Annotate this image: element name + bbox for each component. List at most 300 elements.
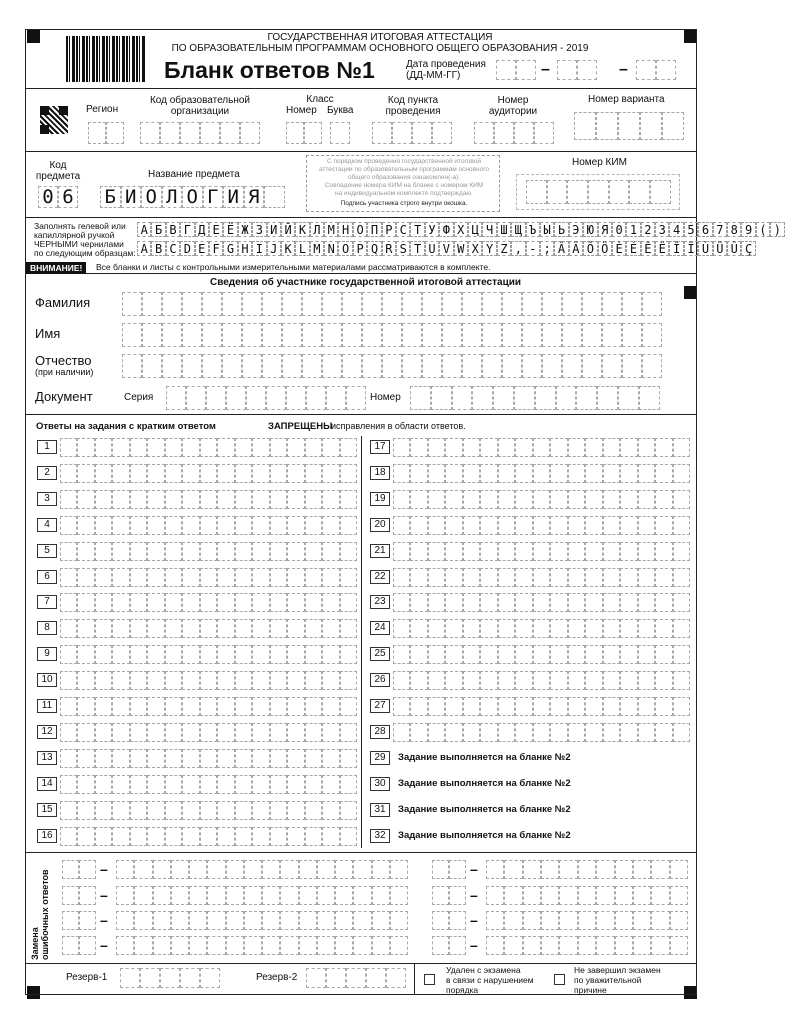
- answer-field[interactable]: [60, 438, 357, 457]
- answer-field[interactable]: [393, 697, 690, 716]
- input-cell[interactable]: [480, 671, 497, 690]
- answer-field[interactable]: [60, 593, 357, 612]
- input-cell[interactable]: [270, 749, 287, 768]
- input-cell[interactable]: [147, 827, 164, 846]
- input-cell[interactable]: [638, 438, 655, 457]
- input-cell[interactable]: [502, 323, 522, 347]
- input-cell[interactable]: [182, 619, 199, 638]
- input-cell[interactable]: [147, 645, 164, 664]
- input-cell[interactable]: [533, 542, 550, 561]
- input-cell[interactable]: [186, 386, 206, 410]
- input-cell[interactable]: [95, 593, 112, 612]
- input-cell[interactable]: [550, 697, 567, 716]
- input-cell[interactable]: [422, 323, 442, 347]
- answer-field[interactable]: [60, 723, 357, 742]
- input-cell[interactable]: [112, 827, 129, 846]
- input-cell[interactable]: [200, 645, 217, 664]
- input-cell[interactable]: [542, 292, 562, 316]
- input-cell[interactable]: [200, 593, 217, 612]
- input-cell[interactable]: [615, 936, 633, 955]
- input-cell[interactable]: [202, 354, 222, 378]
- answer-field[interactable]: [393, 568, 690, 587]
- input-cell[interactable]: [340, 697, 357, 716]
- input-cell[interactable]: [165, 801, 182, 820]
- input-cell[interactable]: [252, 775, 269, 794]
- input-cell[interactable]: [633, 936, 651, 955]
- input-cell[interactable]: [372, 860, 390, 879]
- input-cell[interactable]: [142, 292, 162, 316]
- input-cell[interactable]: [550, 645, 567, 664]
- input-cell[interactable]: [620, 516, 637, 535]
- input-cell[interactable]: [620, 490, 637, 509]
- input-cell[interactable]: [541, 886, 559, 905]
- input-cell[interactable]: [266, 386, 286, 410]
- input-cell[interactable]: [353, 911, 371, 930]
- input-cell[interactable]: [533, 671, 550, 690]
- input-cell[interactable]: [287, 645, 304, 664]
- input-cell[interactable]: [390, 886, 408, 905]
- input-cell[interactable]: [655, 593, 672, 612]
- input-cell[interactable]: [372, 886, 390, 905]
- input-cell[interactable]: [638, 568, 655, 587]
- input-cell[interactable]: [568, 542, 585, 561]
- input-cell[interactable]: [305, 749, 322, 768]
- input-cell[interactable]: [655, 542, 672, 561]
- input-cell[interactable]: [235, 464, 252, 483]
- input-cell[interactable]: [222, 292, 242, 316]
- input-cell[interactable]: [353, 936, 371, 955]
- input-cell[interactable]: [515, 516, 532, 535]
- input-cell[interactable]: [498, 438, 515, 457]
- region-field[interactable]: [88, 122, 124, 144]
- surname-field[interactable]: [122, 292, 662, 316]
- input-cell[interactable]: [463, 438, 480, 457]
- input-cell[interactable]: [445, 464, 462, 483]
- input-cell[interactable]: [287, 775, 304, 794]
- input-cell[interactable]: [235, 593, 252, 612]
- input-cell[interactable]: [633, 911, 651, 930]
- input-cell[interactable]: [449, 886, 466, 905]
- replacement-answer[interactable]: [116, 936, 408, 955]
- input-cell[interactable]: [112, 542, 129, 561]
- input-cell[interactable]: [262, 886, 280, 905]
- input-cell[interactable]: [462, 323, 482, 347]
- input-cell[interactable]: [449, 936, 466, 955]
- input-cell[interactable]: [79, 886, 96, 905]
- input-cell[interactable]: [515, 619, 532, 638]
- input-cell[interactable]: [480, 542, 497, 561]
- input-cell[interactable]: [504, 936, 522, 955]
- answer-field[interactable]: [393, 490, 690, 509]
- document-number-field[interactable]: [410, 386, 660, 410]
- input-cell[interactable]: [317, 886, 335, 905]
- input-cell[interactable]: [147, 671, 164, 690]
- input-cell[interactable]: [393, 438, 410, 457]
- answer-field[interactable]: [393, 723, 690, 742]
- input-cell[interactable]: [200, 697, 217, 716]
- input-cell[interactable]: [445, 671, 462, 690]
- input-cell[interactable]: [559, 886, 577, 905]
- input-cell[interactable]: [95, 438, 112, 457]
- input-cell[interactable]: [638, 723, 655, 742]
- input-cell[interactable]: [147, 749, 164, 768]
- input-cell[interactable]: [244, 860, 262, 879]
- input-cell[interactable]: [618, 386, 639, 410]
- input-cell[interactable]: [655, 464, 672, 483]
- patronymic-field[interactable]: [122, 354, 662, 378]
- input-cell[interactable]: [305, 827, 322, 846]
- input-cell[interactable]: [322, 645, 339, 664]
- input-cell[interactable]: [130, 801, 147, 820]
- input-cell[interactable]: [480, 490, 497, 509]
- input-cell[interactable]: [559, 936, 577, 955]
- input-cell[interactable]: [147, 801, 164, 820]
- input-cell[interactable]: [486, 886, 504, 905]
- input-cell[interactable]: [410, 697, 427, 716]
- input-cell[interactable]: [134, 936, 152, 955]
- input-cell[interactable]: [523, 911, 541, 930]
- input-cell[interactable]: [559, 860, 577, 879]
- input-cell[interactable]: [428, 438, 445, 457]
- input-cell[interactable]: [410, 645, 427, 664]
- input-cell[interactable]: [449, 860, 466, 879]
- input-cell[interactable]: [603, 490, 620, 509]
- input-cell[interactable]: [322, 671, 339, 690]
- input-cell[interactable]: [162, 354, 182, 378]
- answer-field[interactable]: [393, 619, 690, 638]
- input-cell[interactable]: [200, 749, 217, 768]
- input-cell[interactable]: [302, 292, 322, 316]
- input-cell[interactable]: [130, 490, 147, 509]
- input-cell[interactable]: [498, 593, 515, 612]
- input-cell[interactable]: [202, 323, 222, 347]
- input-cell[interactable]: [60, 749, 77, 768]
- input-cell[interactable]: [287, 464, 304, 483]
- input-cell[interactable]: [498, 542, 515, 561]
- input-cell[interactable]: [280, 886, 298, 905]
- input-cell[interactable]: [95, 516, 112, 535]
- input-cell[interactable]: [322, 697, 339, 716]
- input-cell[interactable]: [410, 464, 427, 483]
- input-cell[interactable]: [673, 438, 690, 457]
- input-cell[interactable]: [182, 568, 199, 587]
- input-cell[interactable]: [578, 936, 596, 955]
- input-cell[interactable]: [651, 936, 669, 955]
- input-cell[interactable]: [252, 827, 269, 846]
- input-cell[interactable]: [585, 464, 602, 483]
- input-cell[interactable]: [340, 568, 357, 587]
- input-cell[interactable]: [305, 671, 322, 690]
- input-cell[interactable]: [533, 619, 550, 638]
- input-cell[interactable]: [428, 490, 445, 509]
- input-cell[interactable]: [189, 911, 207, 930]
- input-cell[interactable]: [302, 323, 322, 347]
- input-cell[interactable]: [638, 645, 655, 664]
- input-cell[interactable]: [638, 542, 655, 561]
- input-cell[interactable]: [270, 593, 287, 612]
- variant-number-field[interactable]: [574, 112, 684, 140]
- input-cell[interactable]: [287, 801, 304, 820]
- input-cell[interactable]: [578, 860, 596, 879]
- input-cell[interactable]: [673, 542, 690, 561]
- input-cell[interactable]: [60, 697, 77, 716]
- input-cell[interactable]: [77, 801, 94, 820]
- input-cell[interactable]: [542, 323, 562, 347]
- replacement-answer[interactable]: [116, 911, 408, 930]
- input-cell[interactable]: [651, 911, 669, 930]
- input-cell[interactable]: [651, 886, 669, 905]
- input-cell[interactable]: [217, 645, 234, 664]
- answer-field[interactable]: [60, 671, 357, 690]
- input-cell[interactable]: [550, 568, 567, 587]
- answer-field[interactable]: [60, 464, 357, 483]
- input-cell[interactable]: [62, 860, 79, 879]
- input-cell[interactable]: [463, 645, 480, 664]
- input-cell[interactable]: [504, 886, 522, 905]
- input-cell[interactable]: [432, 911, 449, 930]
- input-cell[interactable]: [585, 619, 602, 638]
- input-cell[interactable]: [562, 292, 582, 316]
- input-cell[interactable]: [226, 860, 244, 879]
- input-cell[interactable]: [60, 593, 77, 612]
- input-cell[interactable]: [603, 438, 620, 457]
- input-cell[interactable]: [428, 697, 445, 716]
- input-cell[interactable]: [655, 723, 672, 742]
- input-cell[interactable]: [287, 568, 304, 587]
- input-cell[interactable]: [480, 723, 497, 742]
- input-cell[interactable]: [200, 801, 217, 820]
- input-cell[interactable]: [335, 936, 353, 955]
- input-cell[interactable]: [393, 697, 410, 716]
- input-cell[interactable]: [162, 323, 182, 347]
- input-cell[interactable]: [603, 568, 620, 587]
- input-cell[interactable]: [340, 593, 357, 612]
- answer-field[interactable]: [60, 775, 357, 794]
- input-cell[interactable]: [445, 645, 462, 664]
- input-cell[interactable]: [299, 911, 317, 930]
- input-cell[interactable]: [287, 827, 304, 846]
- input-cell[interactable]: [270, 827, 287, 846]
- input-cell[interactable]: [673, 723, 690, 742]
- input-cell[interactable]: [620, 568, 637, 587]
- input-cell[interactable]: [165, 516, 182, 535]
- input-cell[interactable]: [638, 490, 655, 509]
- input-cell[interactable]: [393, 568, 410, 587]
- input-cell[interactable]: [514, 386, 535, 410]
- input-cell[interactable]: [633, 886, 651, 905]
- replacement-task-number[interactable]: [432, 860, 466, 879]
- input-cell[interactable]: [182, 354, 202, 378]
- input-cell[interactable]: [515, 697, 532, 716]
- replacement-task-number[interactable]: [62, 936, 96, 955]
- input-cell[interactable]: [77, 697, 94, 716]
- input-cell[interactable]: [130, 593, 147, 612]
- input-cell[interactable]: [596, 860, 614, 879]
- input-cell[interactable]: [189, 860, 207, 879]
- input-cell[interactable]: [322, 490, 339, 509]
- input-cell[interactable]: [270, 723, 287, 742]
- input-cell[interactable]: [182, 516, 199, 535]
- input-cell[interactable]: [147, 490, 164, 509]
- input-cell[interactable]: [673, 593, 690, 612]
- input-cell[interactable]: [130, 542, 147, 561]
- input-cell[interactable]: [655, 568, 672, 587]
- input-cell[interactable]: [522, 292, 542, 316]
- replacement-task-number[interactable]: [432, 886, 466, 905]
- input-cell[interactable]: [95, 490, 112, 509]
- input-cell[interactable]: [182, 542, 199, 561]
- input-cell[interactable]: [322, 438, 339, 457]
- input-cell[interactable]: [550, 542, 567, 561]
- input-cell[interactable]: [393, 619, 410, 638]
- input-cell[interactable]: [77, 593, 94, 612]
- input-cell[interactable]: [305, 723, 322, 742]
- name-field[interactable]: [122, 323, 662, 347]
- input-cell[interactable]: [60, 438, 77, 457]
- input-cell[interactable]: [603, 723, 620, 742]
- input-cell[interactable]: [147, 464, 164, 483]
- input-cell[interactable]: [252, 542, 269, 561]
- input-cell[interactable]: [480, 438, 497, 457]
- replacement-task-number[interactable]: [62, 860, 96, 879]
- input-cell[interactable]: [60, 490, 77, 509]
- input-cell[interactable]: [402, 354, 422, 378]
- reserve-2-field[interactable]: [306, 968, 406, 988]
- input-cell[interactable]: [130, 671, 147, 690]
- input-cell[interactable]: [302, 354, 322, 378]
- input-cell[interactable]: [165, 464, 182, 483]
- input-cell[interactable]: [112, 516, 129, 535]
- input-cell[interactable]: [112, 775, 129, 794]
- input-cell[interactable]: [270, 464, 287, 483]
- input-cell[interactable]: [498, 568, 515, 587]
- input-cell[interactable]: [622, 323, 642, 347]
- document-series-field[interactable]: [166, 386, 366, 410]
- input-cell[interactable]: [585, 645, 602, 664]
- input-cell[interactable]: [130, 749, 147, 768]
- input-cell[interactable]: [147, 619, 164, 638]
- input-cell[interactable]: [655, 438, 672, 457]
- input-cell[interactable]: [77, 827, 94, 846]
- input-cell[interactable]: [568, 697, 585, 716]
- input-cell[interactable]: [200, 542, 217, 561]
- input-cell[interactable]: [482, 323, 502, 347]
- input-cell[interactable]: [620, 723, 637, 742]
- input-cell[interactable]: [463, 697, 480, 716]
- input-cell[interactable]: [620, 593, 637, 612]
- input-cell[interactable]: [282, 292, 302, 316]
- input-cell[interactable]: [596, 911, 614, 930]
- input-cell[interactable]: [130, 438, 147, 457]
- input-cell[interactable]: [638, 593, 655, 612]
- input-cell[interactable]: [200, 464, 217, 483]
- input-cell[interactable]: [252, 671, 269, 690]
- input-cell[interactable]: [287, 593, 304, 612]
- answer-field[interactable]: [60, 490, 357, 509]
- input-cell[interactable]: [615, 911, 633, 930]
- input-cell[interactable]: [353, 886, 371, 905]
- input-cell[interactable]: [638, 516, 655, 535]
- input-cell[interactable]: [305, 697, 322, 716]
- input-cell[interactable]: [568, 593, 585, 612]
- input-cell[interactable]: [235, 827, 252, 846]
- input-cell[interactable]: [305, 516, 322, 535]
- input-cell[interactable]: [130, 775, 147, 794]
- input-cell[interactable]: [523, 936, 541, 955]
- input-cell[interactable]: [463, 619, 480, 638]
- input-cell[interactable]: [442, 292, 462, 316]
- input-cell[interactable]: [452, 386, 473, 410]
- input-cell[interactable]: [60, 619, 77, 638]
- input-cell[interactable]: [642, 323, 662, 347]
- input-cell[interactable]: [445, 516, 462, 535]
- input-cell[interactable]: [428, 568, 445, 587]
- input-cell[interactable]: [486, 936, 504, 955]
- input-cell[interactable]: [287, 542, 304, 561]
- input-cell[interactable]: [189, 936, 207, 955]
- input-cell[interactable]: [393, 464, 410, 483]
- input-cell[interactable]: [493, 386, 514, 410]
- input-cell[interactable]: [165, 542, 182, 561]
- input-cell[interactable]: [498, 490, 515, 509]
- input-cell[interactable]: [112, 438, 129, 457]
- input-cell[interactable]: [60, 827, 77, 846]
- input-cell[interactable]: [77, 490, 94, 509]
- input-cell[interactable]: [596, 936, 614, 955]
- input-cell[interactable]: [280, 936, 298, 955]
- input-cell[interactable]: [445, 490, 462, 509]
- input-cell[interactable]: [77, 619, 94, 638]
- replacement-answer[interactable]: [486, 886, 688, 905]
- replacement-answer[interactable]: [486, 911, 688, 930]
- input-cell[interactable]: [147, 438, 164, 457]
- input-cell[interactable]: [550, 723, 567, 742]
- input-cell[interactable]: [463, 723, 480, 742]
- input-cell[interactable]: [226, 911, 244, 930]
- input-cell[interactable]: [568, 490, 585, 509]
- input-cell[interactable]: [673, 490, 690, 509]
- input-cell[interactable]: [382, 323, 402, 347]
- input-cell[interactable]: [515, 671, 532, 690]
- replacement-task-number[interactable]: [432, 936, 466, 955]
- answer-field[interactable]: [60, 568, 357, 587]
- input-cell[interactable]: [568, 516, 585, 535]
- input-cell[interactable]: [462, 354, 482, 378]
- input-cell[interactable]: [235, 775, 252, 794]
- input-cell[interactable]: [95, 723, 112, 742]
- input-cell[interactable]: [235, 490, 252, 509]
- date-month-field[interactable]: [557, 60, 597, 80]
- input-cell[interactable]: [428, 542, 445, 561]
- input-cell[interactable]: [480, 464, 497, 483]
- input-cell[interactable]: [153, 936, 171, 955]
- input-cell[interactable]: [270, 568, 287, 587]
- input-cell[interactable]: [541, 860, 559, 879]
- input-cell[interactable]: [262, 323, 282, 347]
- input-cell[interactable]: [112, 645, 129, 664]
- input-cell[interactable]: [79, 911, 96, 930]
- input-cell[interactable]: [77, 516, 94, 535]
- input-cell[interactable]: [620, 671, 637, 690]
- input-cell[interactable]: [504, 860, 522, 879]
- input-cell[interactable]: [620, 645, 637, 664]
- input-cell[interactable]: [523, 886, 541, 905]
- input-cell[interactable]: [270, 490, 287, 509]
- answer-field[interactable]: [393, 671, 690, 690]
- input-cell[interactable]: [533, 645, 550, 664]
- input-cell[interactable]: [200, 827, 217, 846]
- input-cell[interactable]: [393, 516, 410, 535]
